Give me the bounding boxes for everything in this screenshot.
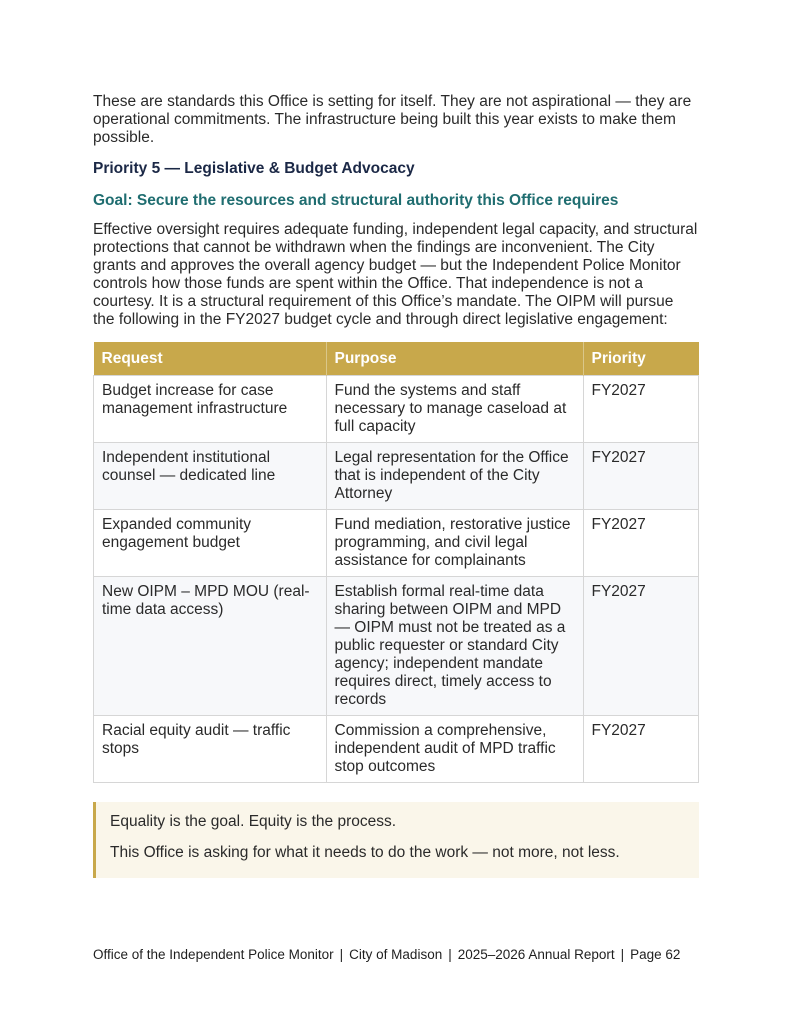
table-row	[94, 716, 699, 783]
cell-purpose: Commission a comprehensive, independent audit of MPD traffic stop outcomes	[326, 716, 583, 783]
footer-page-number: Page 62	[630, 947, 681, 962]
requests-table	[93, 342, 699, 783]
table-row	[94, 577, 699, 716]
cell-purpose: Legal representation for the Office that is independent of the City Attorney	[326, 443, 583, 510]
cell-request: Independent institutional counsel — dedicated line	[94, 443, 327, 510]
goal-heading: Goal: Secure the resources and structural authority this Office requires	[93, 192, 619, 209]
footer-separator: |	[448, 947, 452, 962]
table-header-row	[94, 342, 699, 376]
header-purpose: Purpose	[326, 342, 583, 376]
cell-priority: FY2027	[583, 577, 699, 716]
cell-request: Expanded community engagement budget	[94, 510, 327, 577]
callout-line-2: This Office is asking for what it needs to do the work — not more, not less.	[110, 844, 620, 861]
cell-priority: FY2027	[583, 376, 699, 443]
cell-request: Racial equity audit — traffic stops	[94, 716, 327, 783]
table-row	[94, 510, 699, 577]
cell-request: Budget increase for case management infrastructure	[94, 376, 327, 443]
intro-paragraph: These are standards this Office is setting for itself. They are not aspirational — they are operational commitments. The infrastructure being built this year exists to make them possible.	[93, 93, 692, 146]
footer-office: Office of the Independent Police Monitor	[93, 947, 334, 962]
cell-purpose: Fund the systems and staff necessary to manage caseload at full capacity	[326, 376, 583, 443]
table-row	[94, 376, 699, 443]
callout-box	[93, 802, 699, 878]
header-request: Request	[94, 342, 327, 376]
body-paragraph: Effective oversight requires adequate funding, independent legal capacity, and structural protections that cannot be withdrawn when the findings are inconvenient. The City grants and approves the overall agency budget — but the Independent Police Monitor controls how those funds are spent within the Office. That independence is not a courtesy. It is a structural requirement of this Office’s mandate. The OIPM will pursue the following in the FY2027 budget cycle and through direct legislative engagement:	[93, 221, 698, 328]
footer-separator: |	[339, 947, 344, 962]
footer-separator: |	[620, 947, 625, 962]
cell-purpose: Establish formal real-time data sharing between OIPM and MPD — OIPM must not be treated as a public requester or standard City agency; independent mandate requires direct, timely access to records	[326, 577, 583, 716]
table-row	[94, 443, 699, 510]
priority-heading: Priority 5 — Legislative & Budget Advocacy	[93, 160, 415, 177]
callout-line-1: Equality is the goal. Equity is the process.	[110, 813, 397, 830]
footer-city: City of Madison	[349, 947, 443, 962]
cell-purpose: Fund mediation, restorative justice programming, and civil legal assistance for complainants	[326, 510, 583, 577]
footer-report: 2025–2026 Annual Report	[457, 947, 615, 962]
page-footer	[93, 946, 713, 964]
page-content	[93, 93, 699, 878]
cell-priority: FY2027	[583, 443, 699, 510]
header-priority: Priority	[583, 342, 699, 376]
cell-priority: FY2027	[583, 716, 699, 783]
cell-request: New OIPM – MPD MOU (real-time data access)	[94, 577, 327, 716]
cell-priority: FY2027	[583, 510, 699, 577]
